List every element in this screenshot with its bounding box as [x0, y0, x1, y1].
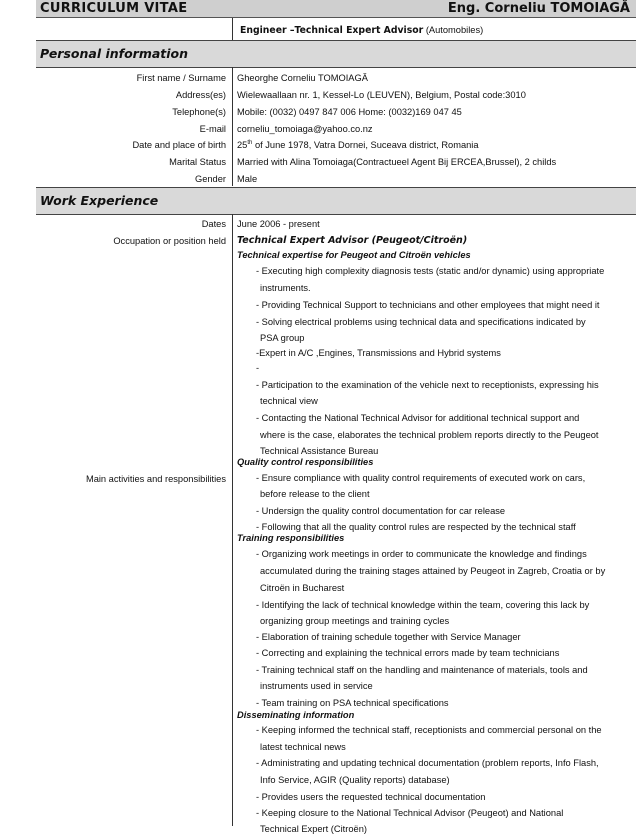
- list-item-cont: instruments used in service: [260, 681, 373, 691]
- label-email: E-mail: [199, 124, 226, 134]
- list-item-cont: before release to the client: [260, 489, 370, 499]
- cv-title: CURRICULUM VITAE: [40, 1, 188, 16]
- list-item: - Undersign the quality control documentation for car release: [256, 506, 506, 516]
- list-item-cont: Info Service, AGIR (Quality reports) database): [260, 775, 450, 785]
- list-item: - Administrating and updating technical documentation (problem reports, Info Flash,: [256, 758, 599, 768]
- label-birth: Date and place of birth: [132, 140, 226, 150]
- list-item-cont: organizing group meetings and training cycles: [260, 616, 450, 626]
- section-title: Work Experience: [40, 193, 159, 208]
- list-item: - Correcting and explaining the technical errors made by team technicians: [256, 648, 560, 658]
- list-item-cont: accumulated during the training stages attained by Peugeot in Zagreb, Croatia or by: [260, 566, 606, 576]
- section-work-experience: [36, 187, 636, 215]
- job-subtitle: [240, 25, 483, 36]
- value-marital: Married with Alina Tomoiaga(Contractueel Agent Bij ERCEA,Brussel), 2 childs: [237, 157, 557, 167]
- label-marital: Marital Status: [169, 157, 226, 167]
- section-personal-information: [36, 40, 636, 68]
- label-gender: Gender: [194, 174, 226, 184]
- label-occupation: Occupation or position held: [113, 236, 226, 246]
- list-item: -: [256, 363, 260, 373]
- label-dates: Dates: [201, 219, 226, 229]
- list-item: - Providing Technical Support to technicians and other employees that might need it: [256, 300, 600, 310]
- list-item-cont: latest technical news: [260, 742, 346, 752]
- value-telephone: Mobile: (0032) 0497 847 006 Home: (0032)169 047 45: [237, 107, 462, 117]
- value-email: corneliu_tomoiaga@yahoo.co.nz: [237, 124, 373, 134]
- value-name: Gheorghe Corneliu TOMOIAGĂ: [237, 73, 368, 83]
- heading-technical-expertise: Technical expertise for Peugeot and Citroën vehicles: [237, 250, 471, 260]
- list-item-cont: Citroën in Bucharest: [260, 583, 345, 593]
- list-item: - Training technical staff on the handling and maintenance of materials, tools and: [256, 665, 588, 675]
- section-title: Personal information: [40, 46, 189, 61]
- label-address: Address(es): [175, 90, 226, 100]
- label-telephone: Telephone(s): [172, 107, 226, 117]
- list-item: - Following that all the quality control rules are respected by the technical staff: [256, 522, 576, 532]
- column-divider: [232, 67, 233, 186]
- label-main-activities: Main activities and responsibilities: [85, 474, 226, 484]
- list-item: - Participation to the examination of the vehicle next to receptionists, expressing his: [256, 380, 599, 390]
- list-item: - Identifying the lack of technical knowledge within the team, covering this lack by: [256, 600, 590, 610]
- column-divider: [232, 214, 233, 826]
- heading-quality-control: Quality control responsibilities: [237, 457, 374, 467]
- column-divider: [232, 18, 233, 40]
- job-title: Engineer –Technical Expert Advisor: [240, 25, 424, 36]
- list-item: - Team training on PSA technical specifications: [256, 698, 449, 708]
- list-item-cont: Technical Assistance Bureau: [260, 446, 379, 456]
- list-item: - Elaboration of training schedule together with Service Manager: [256, 632, 521, 642]
- list-item-cont: where is the case, elaborates the technical problem reports directly to the Peugeot: [260, 430, 599, 440]
- value-occupation: Technical Expert Advisor (Peugeot/Citroën): [237, 235, 468, 246]
- birth-rest: of June 1978, Vatra Dornei, Suceava district, Romania: [252, 140, 479, 151]
- list-item: - Organizing work meetings in order to communicate the knowledge and findings: [256, 549, 587, 559]
- heading-disseminating: Disseminating information: [237, 710, 355, 720]
- list-item: - Provides users the requested technical documentation: [256, 792, 486, 802]
- value-gender: Male: [237, 174, 258, 184]
- cv-header-bar: [36, 0, 636, 18]
- list-item-cont: PSA group: [260, 333, 305, 343]
- list-item: - Keeping closure to the National Technical Advisor (Peugeot) and National: [256, 808, 564, 818]
- label-name: First name / Surname: [136, 73, 226, 83]
- value-address: Wielewaallaan nr. 1, Kessel-Lo (LEUVEN), Belgium, Postal code:3010: [237, 90, 526, 100]
- list-item-cont: Technical Expert (Citroën): [260, 824, 367, 834]
- candidate-name: Eng. Corneliu TOMOIAGĂ: [447, 1, 630, 16]
- list-item: - Executing high complexity diagnosis tests (static and/or dynamic) using appropriate: [256, 266, 605, 276]
- list-item: - Solving electrical problems using technical data and specifications indicated by: [256, 317, 586, 327]
- birth-day: 25: [237, 140, 248, 151]
- heading-training: Training responsibilities: [237, 533, 345, 543]
- list-item-cont: technical view: [260, 396, 318, 406]
- list-item-cont: instruments.: [260, 283, 311, 293]
- birth-day-suffix: th: [247, 140, 253, 146]
- value-birth: [237, 140, 479, 150]
- job-domain: (Automobiles): [423, 25, 484, 35]
- list-item: -Expert in A/C ,Engines, Transmissions and Hybrid systems: [256, 348, 501, 358]
- list-item: - Contacting the National Technical Advisor for additional technical support and: [256, 413, 580, 423]
- list-item: - Keeping informed the technical staff, receptionists and commercial personal on the: [256, 725, 602, 735]
- list-item: - Ensure compliance with quality control requirements of executed work on cars,: [256, 473, 586, 483]
- value-dates: June 2006 - present: [237, 219, 320, 229]
